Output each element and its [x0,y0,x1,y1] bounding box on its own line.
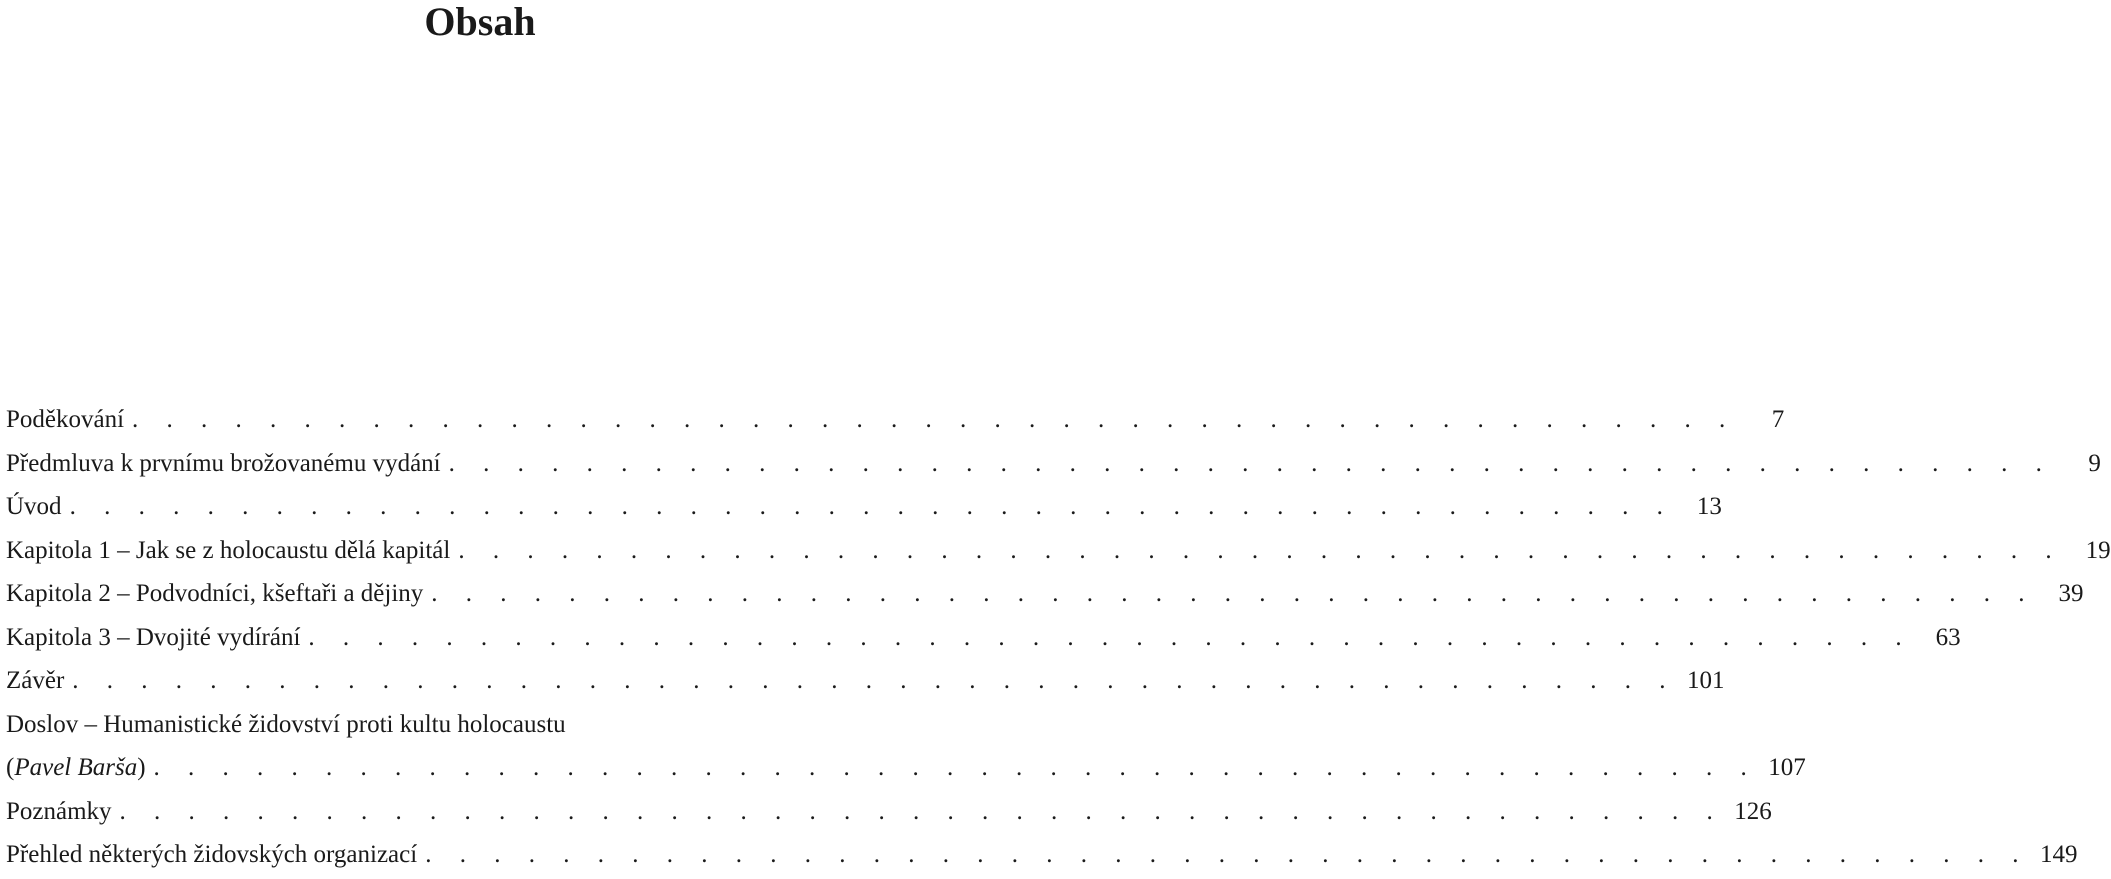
toc-entry-label: Závěr [6,667,65,694]
page-title: Obsah [424,0,536,44]
toc-entry-page-number: 13 [1696,493,1722,520]
toc-leader-dots: . . . . . . . . . . . . . . . . . . . . . . . . . . . . . . . . . . . . . . . . . . . . . . . [448,449,2053,477]
toc-entry-label: Kapitola 1 – Jak se z holocaustu dělá kapitál [6,536,451,564]
toc-entry-page-number: 101 [1687,667,1725,694]
toc-entry-kapitola-2[interactable] [6,572,2084,616]
toc-entry-label: Úvod [6,493,62,520]
toc-leader-dots: . . . . . . . . . . . . . . . . . . . . . . . . . . . . . . . . . . . . . . . . . . . . . . . [308,623,1913,651]
toc-leader-dots: . . . . . . . . . . . . . . . . . . . . . . . . . . . . . . . . . . . . . . . . . . . . . . . [431,580,2036,607]
toc-entry-label: Předmluva k prvnímu brožovanému vydání [6,449,441,477]
toc-leader-dots: . . . . . . . . . . . . . . . . . . . . . . . . . . . . . . . . . . . . . . . . . . . . . . . [132,406,1737,433]
toc-leader-dots: . . . . . . . . . . . . . . . . . . . . . . . . . . . . . . . . . . . . . . . . . . . . . . . [72,667,1677,694]
toc-entry-kapitola-3[interactable] [6,616,1961,660]
toc-entry-kapitola-1[interactable] [6,529,2111,573]
toc-leader-dots: . . . . . . . . . . . . . . . . . . . . . . . . . . . . . . . . . . . . . . . . . . . . . . . [458,536,2063,564]
toc-entry-prehled[interactable] [6,833,2078,877]
toc-entry-page-number: 126 [1734,797,1772,825]
toc-entry-label: Přehled některých židovských organizací [6,841,418,868]
toc-entry-page-number: 39 [2058,580,2084,607]
toc-entry-page-number: 9 [2088,449,2101,477]
toc-entry-page-number: 19 [2085,536,2111,564]
close-paren: ) [137,754,146,781]
toc-entry-poznamky[interactable] [6,790,1772,834]
toc-leader-dots: . . . . . . . . . . . . . . . . . . . . . . . . . . . . . . . . . . . . . . . . . . . . . . . [69,493,1674,520]
toc-entry-uvod[interactable] [6,485,1722,529]
toc-entry-doslov-line2[interactable] [6,746,1806,790]
toc-entry-page-number: 7 [1771,406,1785,433]
toc-entry-doslov-line1[interactable] [6,703,960,747]
toc-entry-predmluva[interactable] [6,442,2101,486]
toc-entry-label: Doslov – Humanistické židovství proti kultu holocaustu [6,710,566,738]
toc-leader-dots: . . . . . . . . . . . . . . . . . . . . . . . . . . . . . . . . . . . . . . . . . . . . . . . [119,797,1724,825]
toc-entry-label: Kapitola 3 – Dvojité vydírání [6,623,301,651]
toc-entry-page-number: 107 [1768,754,1806,781]
toc-entry-label-author [6,746,154,790]
toc-entry-label: Poděkování [6,406,125,433]
toc-entry-label: Kapitola 2 – Podvodníci, kšeftaři a dějiny [6,580,424,607]
toc-leader-dots: . . . . . . . . . . . . . . . . . . . . . . . . . . . . . . . . . . . . . . . . . . . . . . . [153,754,1758,781]
toc-entry-page-number: 149 [2039,841,2078,868]
toc-entry-label: Poznámky [6,797,112,825]
toc-leader-dots: . . . . . . . . . . . . . . . . . . . . . . . . . . . . . . . . . . . . . . . . . . . . . . . [425,841,2030,868]
toc-entry-page-number: 63 [1935,623,1961,651]
toc-entry-podekovani[interactable] [6,398,1785,442]
toc-entry-zaver[interactable] [6,659,1725,703]
open-paren: ( [6,754,15,781]
author-name: Pavel Barša [14,754,138,781]
table-of-contents [6,398,2111,877]
